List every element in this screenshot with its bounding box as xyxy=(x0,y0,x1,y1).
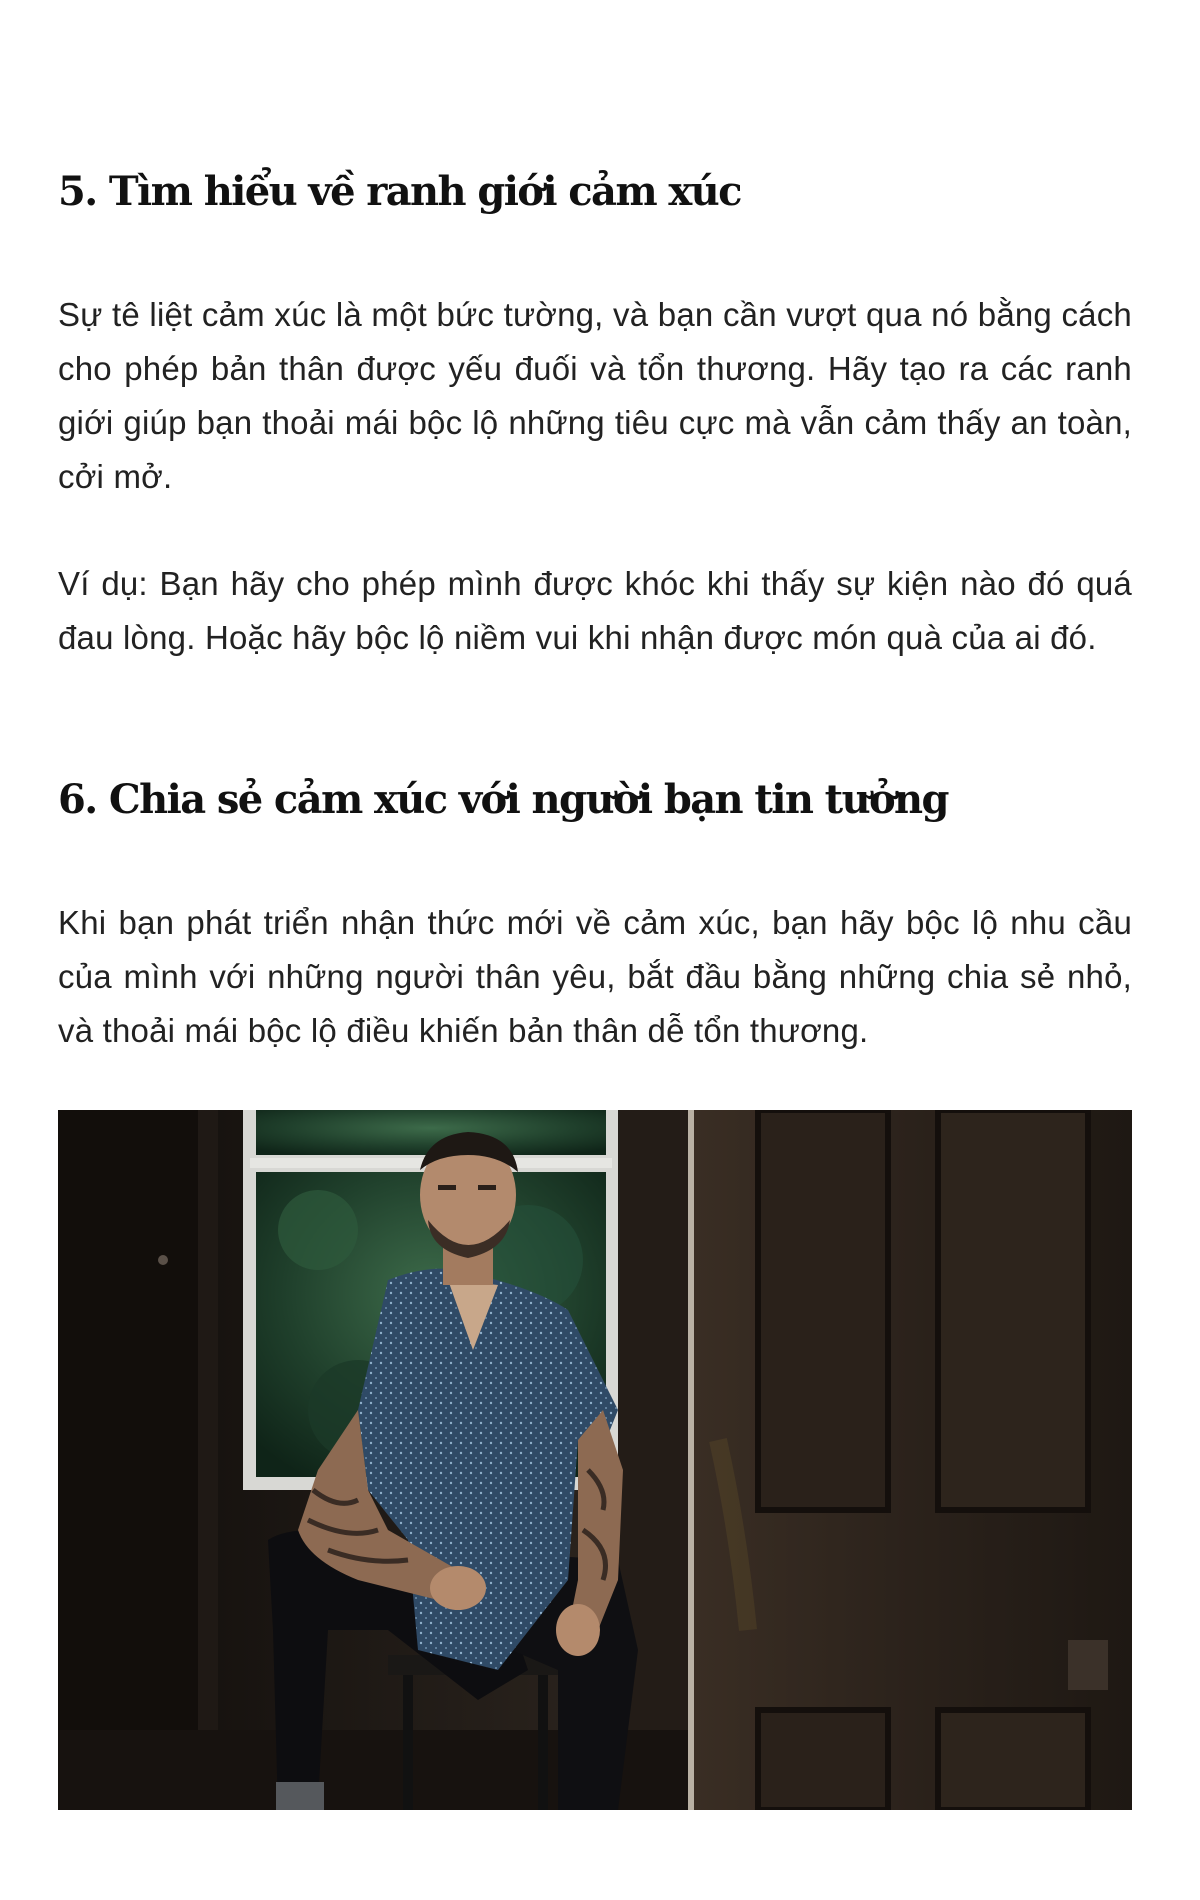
photo-man-seated-by-door xyxy=(58,1110,1132,1810)
section-heading-5: 5. Tìm hiểu về ranh giới cảm xúc xyxy=(58,168,741,215)
section-6-paragraph-1: Khi bạn phát triển nhận thức mới về cảm xúc, bạn hãy bộc lộ nhu cầu của mình với những người thân yêu, bắt đầu bằng những chia sẻ nhỏ, và thoải mái bộc lộ điều khiến bản thân dễ tổn thương. xyxy=(58,904,1132,1049)
section-heading-6: 6. Chia sẻ cảm xúc với người bạn tin tưởng xyxy=(58,776,948,823)
section-5-paragraph-1: Sự tê liệt cảm xúc là một bức tường, và bạn cần vượt qua nó bằng cách cho phép bản thân được yếu đuối và tổn thương. Hãy tạo ra các ranh giới giúp bạn thoải mái bộc lộ những tiêu cực mà vẫn cảm thấy an toàn, cởi mở. xyxy=(58,296,1132,495)
article-photo xyxy=(58,1110,1132,1810)
section-5-paragraph-2: Ví dụ: Bạn hãy cho phép mình được khóc khi thấy sự kiện nào đó quá đau lòng. Hoặc hãy bộc lộ niềm vui khi nhận được món quà của ai đó. xyxy=(58,565,1132,656)
